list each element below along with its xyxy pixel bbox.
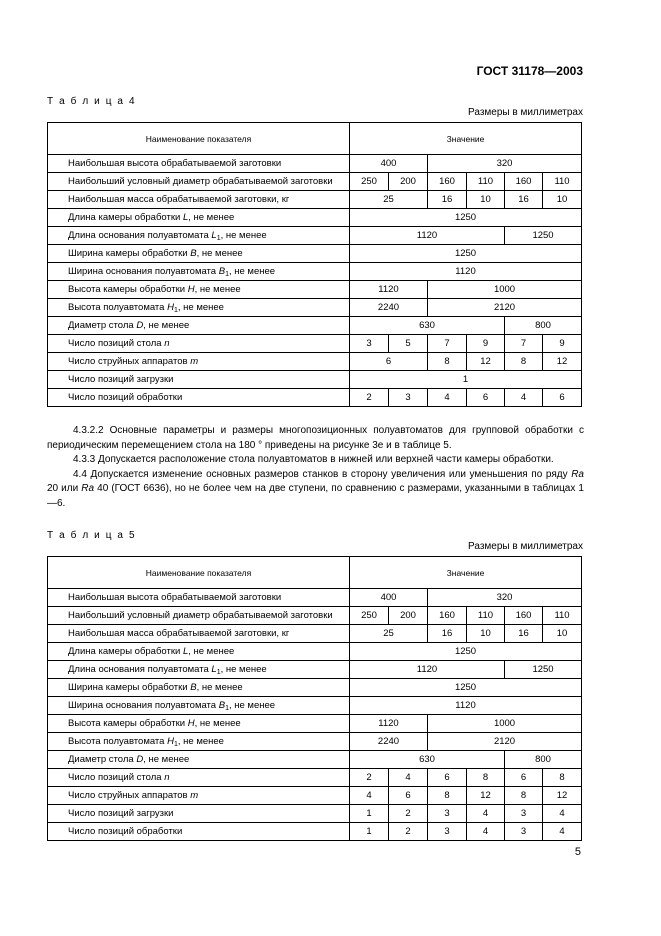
cell-value: 3 [428,805,467,823]
table-row [48,353,582,371]
cell-value: 6 [543,389,582,407]
cell-value: 25 [350,625,428,643]
cell-value: 1 [350,805,389,823]
cell-value: 4 [543,805,582,823]
table-row [48,335,582,353]
cell-value: 400 [350,155,428,173]
cell-value: 10 [467,625,505,643]
cell-value: 1120 [350,227,505,245]
cell-value: 8 [428,353,467,371]
document-standard-number: ГОСТ 31178—2003 [476,64,583,78]
cell-value: 160 [505,607,543,625]
cell-value: 8 [428,787,467,805]
cell-value: 5 [389,335,428,353]
row-name: Высота полуавтомата $H_1$, не менее [48,733,350,751]
table4-units: Размеры в миллиметрах [468,107,583,118]
cell-value: 800 [505,751,582,769]
row-name: Ширина камеры обработки B, не менее [48,679,350,697]
row-name: Наибольшая высота обрабатываемой заготовки [48,589,350,607]
row-name: Ширина основания полуавтомата $B_1$, не менее [48,263,350,281]
table-row [48,661,582,679]
cell-value: 2 [389,805,428,823]
table-row [48,173,582,191]
cell-value: 1250 [505,227,582,245]
cell-value: 160 [428,173,467,191]
row-name: Число позиций стола n [48,335,350,353]
table5 [47,556,582,841]
cell-value: 1 [350,823,389,841]
row-name: Длина основания полуавтомата $L_1$, не менее [48,227,350,245]
cell-value: 1120 [350,697,582,715]
cell-value: 630 [350,317,505,335]
cell-value: 16 [428,625,467,643]
cell-value: 3 [505,823,543,841]
cell-value: 1250 [350,643,582,661]
row-name: Высота камеры обработки H, не менее [48,281,350,299]
cell-value: 4 [350,787,389,805]
cell-value: 2120 [428,733,582,751]
cell-value: 4 [543,823,582,841]
table-row [48,751,582,769]
table-row [48,643,582,661]
table-header-row [48,123,582,155]
cell-value: 1120 [350,661,505,679]
cell-value: 1120 [350,263,582,281]
table-row [48,209,582,227]
table5-units: Размеры в миллиметрах [468,541,583,552]
cell-value: 110 [543,607,582,625]
cell-value: 7 [428,335,467,353]
cell-value: 1 [350,371,582,389]
cell-value: 3 [350,335,389,353]
table-row [48,697,582,715]
cell-value: 2120 [428,299,582,317]
table-row [48,317,582,335]
page-number: 5 [574,846,581,858]
cell-value: 2 [350,389,389,407]
cell-value: 1250 [350,679,582,697]
cell-value: 160 [428,607,467,625]
table-row [48,679,582,697]
paragraph-4-4: 4.4 Допускается изменение основных размеров станков в сторону увеличения или уменьшения по ряду Ra 20 или Ra 40 (ГОСТ 6636), но не более чем на две ступени, по сравнению с размерами, указанными в таблицах 1—6. [47,468,584,509]
cell-value: 1000 [428,715,582,733]
table-row [48,823,582,841]
row-name: Число позиций стола n [48,769,350,787]
cell-value: 10 [543,191,582,209]
cell-value: 160 [505,173,543,191]
cell-value: 4 [389,769,428,787]
cell-value: 25 [350,191,428,209]
cell-value: 8 [505,353,543,371]
cell-value: 6 [350,353,428,371]
table-row [48,281,582,299]
table-row [48,769,582,787]
column-header-name: Наименование показателя [48,123,350,155]
cell-value: 8 [543,769,582,787]
row-name: Наибольшая масса обрабатываемой заготовки, кг [48,191,350,209]
cell-value: 1120 [350,281,428,299]
table-row [48,389,582,407]
cell-value: 8 [467,769,505,787]
row-name: Наибольшая масса обрабатываемой заготовки, кг [48,625,350,643]
cell-value: 320 [428,589,582,607]
cell-value: 110 [543,173,582,191]
table-row [48,787,582,805]
table4-caption: Т а б л и ц а 4 [47,96,137,107]
table-header-row [48,557,582,589]
cell-value: 2240 [350,733,428,751]
table-row [48,589,582,607]
row-name: Диаметр стола D, не менее [48,751,350,769]
row-name: Длина камеры обработки L, не менее [48,209,350,227]
cell-value: 6 [428,769,467,787]
cell-value: 16 [505,191,543,209]
cell-value: 9 [543,335,582,353]
row-name: Число позиций обработки [48,389,350,407]
cell-value: 12 [467,353,505,371]
cell-value: 4 [505,389,543,407]
body-text [47,424,584,511]
row-name: Число позиций загрузки [48,805,350,823]
cell-value: 6 [467,389,505,407]
cell-value: 12 [543,787,582,805]
cell-value: 8 [505,787,543,805]
cell-value: 3 [505,805,543,823]
cell-value: 1250 [505,661,582,679]
row-name: Длина основания полуавтомата $L_1$, не менее [48,661,350,679]
cell-value: 200 [389,173,428,191]
row-name: Высота полуавтомата $H_1$, не менее [48,299,350,317]
cell-value: 12 [543,353,582,371]
row-name: Наибольший условный диаметр обрабатываемой заготовки [48,173,350,191]
cell-value: 1000 [428,281,582,299]
table-row [48,299,582,317]
table-row [48,155,582,173]
table5-caption: Т а б л и ц а 5 [47,530,137,541]
table-row [48,371,582,389]
table-row [48,625,582,643]
cell-value: 3 [389,389,428,407]
cell-value: 7 [505,335,543,353]
cell-value: 200 [389,607,428,625]
cell-value: 10 [467,191,505,209]
cell-value: 630 [350,751,505,769]
cell-value: 16 [505,625,543,643]
row-name: Наибольший условный диаметр обрабатываемой заготовки [48,607,350,625]
column-header-value: Значение [350,557,582,589]
paragraph-4-3-3: 4.3.3 Допускается расположение стола полуавтоматов в нижней или верхней части камеры обработки. [73,454,554,465]
cell-value: 3 [428,823,467,841]
cell-value: 400 [350,589,428,607]
table-row [48,191,582,209]
cell-value: 4 [467,823,505,841]
row-name: Ширина основания полуавтомата $B_1$, не менее [48,697,350,715]
column-header-name: Наименование показателя [48,557,350,589]
cell-value: 16 [428,191,467,209]
cell-value: 6 [389,787,428,805]
cell-value: 250 [350,173,389,191]
table-row [48,733,582,751]
row-name: Ширина камеры обработки B, не менее [48,245,350,263]
cell-value: 1120 [350,715,428,733]
cell-value: 800 [505,317,582,335]
cell-value: 2 [389,823,428,841]
column-header-value: Значение [350,123,582,155]
row-name: Диаметр стола D, не менее [48,317,350,335]
cell-value: 2240 [350,299,428,317]
row-name: Наибольшая высота обрабатываемой заготовки [48,155,350,173]
cell-value: 250 [350,607,389,625]
cell-value: 12 [467,787,505,805]
cell-value: 4 [428,389,467,407]
cell-value: 4 [467,805,505,823]
table-row [48,607,582,625]
cell-value: 9 [467,335,505,353]
table-row [48,715,582,733]
cell-value: 10 [543,625,582,643]
table-row [48,245,582,263]
table-row [48,227,582,245]
cell-value: 110 [467,173,505,191]
paragraph-4-3-2-2: 4.3.2.2 Основные параметры и размеры многопозиционных полуавтоматов для групповой обработки с периодическим перемещением стола на 180 ° приведены на рисунке 3е и в таблице 5. [47,425,584,451]
row-name: Высота камеры обработки H, не менее [48,715,350,733]
cell-value: 1250 [350,209,582,227]
row-name: Число струйных аппаратов m [48,353,350,371]
cell-value: 6 [505,769,543,787]
table-row [48,805,582,823]
table-row [48,263,582,281]
cell-value: 1250 [350,245,582,263]
row-name: Число струйных аппаратов m [48,787,350,805]
row-name: Число позиций загрузки [48,371,350,389]
cell-value: 110 [467,607,505,625]
row-name: Число позиций обработки [48,823,350,841]
cell-value: 320 [428,155,582,173]
row-name: Длина камеры обработки L, не менее [48,643,350,661]
table4 [47,122,582,407]
cell-value: 2 [350,769,389,787]
